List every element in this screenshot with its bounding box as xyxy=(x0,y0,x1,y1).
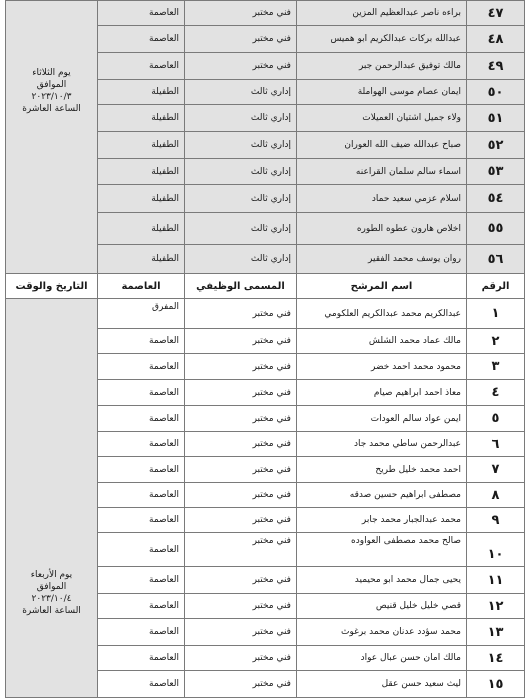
governorate: العاصمة xyxy=(98,329,185,354)
governorate: الطفيلة xyxy=(98,159,185,185)
row-number: ٤٩ xyxy=(467,53,525,80)
interview-time: الساعة العاشرة xyxy=(22,606,81,616)
job-title: فني مختبر xyxy=(185,567,297,594)
row-number: ١١ xyxy=(467,567,525,594)
datetime-cell xyxy=(6,1,98,274)
job-title: فني مختبر xyxy=(185,483,297,508)
candidate-name: مالك امان حسن عبال عواد xyxy=(297,646,467,671)
governorate: العاصمة xyxy=(98,406,185,432)
governorate: العاصمة xyxy=(98,1,185,26)
header-governorate: العاصمة xyxy=(98,274,185,299)
governorate: الطفيلة xyxy=(98,245,185,274)
row-number: ٩ xyxy=(467,508,525,533)
governorate: المفرق xyxy=(98,299,185,329)
table-row xyxy=(6,1,525,26)
job-title: فني مختبر xyxy=(185,299,297,329)
row-number: ١ xyxy=(467,299,525,329)
candidate-name: مالك توفيق عبدالرحمن جبر xyxy=(297,53,467,80)
row-number: ٥٣ xyxy=(467,159,525,185)
job-title: إداري ثالث xyxy=(185,132,297,159)
job-title: إداري ثالث xyxy=(185,80,297,105)
row-number: ٤ xyxy=(467,380,525,406)
interview-date: ٢٠٢٣/١٠/٤ xyxy=(31,594,72,604)
datetime-cell xyxy=(6,299,98,698)
governorate: العاصمة xyxy=(98,432,185,457)
job-title: فني مختبر xyxy=(185,406,297,432)
job-title: إداري ثالث xyxy=(185,185,297,213)
job-title: فني مختبر xyxy=(185,457,297,483)
candidate-name: ليث سعيد حسن عقل xyxy=(297,671,467,698)
header-datetime: التاريخ والوقت xyxy=(6,274,98,299)
table-header-row xyxy=(6,274,525,299)
interview-date: ٢٠٢٣/١٠/٣ xyxy=(31,92,72,102)
governorate: العاصمة xyxy=(98,567,185,594)
governorate: العاصمة xyxy=(98,533,185,567)
job-title: فني مختبر xyxy=(185,594,297,619)
governorate: الطفيلة xyxy=(98,105,185,132)
row-number: ٥٦ xyxy=(467,245,525,274)
interview-day: يوم الأربعاء xyxy=(30,570,73,580)
governorate: العاصمة xyxy=(98,53,185,80)
candidate-name: ولاء جميل اشتيان العميلات xyxy=(297,105,467,132)
governorate: الطفيلة xyxy=(98,80,185,105)
header-candidate-name: اسم المرشح xyxy=(297,274,467,299)
candidate-name: روان يوسف محمد الفقير xyxy=(297,245,467,274)
job-title: فني مختبر xyxy=(185,53,297,80)
candidate-name: ايمان عصام موسى الهواملة xyxy=(297,80,467,105)
row-number: ٦ xyxy=(467,432,525,457)
job-title: فني مختبر xyxy=(185,533,297,567)
row-number: ٥٤ xyxy=(467,185,525,213)
candidate-name: صالح محمد مصطفى العواوده xyxy=(297,533,467,567)
governorate: العاصمة xyxy=(98,26,185,53)
row-number: ١٠ xyxy=(467,533,525,567)
table-row xyxy=(6,299,525,329)
candidate-name: مصطفى ابراهيم حسين صدقه xyxy=(297,483,467,508)
row-number: ٥١ xyxy=(467,105,525,132)
candidate-name: صباح عبدالله ضيف الله العوران xyxy=(297,132,467,159)
row-number: ٥٠ xyxy=(467,80,525,105)
job-title: فني مختبر xyxy=(185,380,297,406)
governorate: العاصمة xyxy=(98,646,185,671)
interview-time: الساعة العاشرة xyxy=(22,104,81,114)
candidate-name: معاذ احمد ابراهيم صيام xyxy=(297,380,467,406)
row-number: ٥٥ xyxy=(467,213,525,245)
row-number: ٤٨ xyxy=(467,26,525,53)
candidate-name: احمد محمد خليل طريح xyxy=(297,457,467,483)
job-title: فني مختبر xyxy=(185,329,297,354)
governorate: الطفيلة xyxy=(98,132,185,159)
candidate-name: محمد عبدالجبار محمد جابر xyxy=(297,508,467,533)
governorate: العاصمة xyxy=(98,457,185,483)
governorate: العاصمة xyxy=(98,671,185,698)
candidate-name: عبدالله بركات عبدالكريم ابو هميس xyxy=(297,26,467,53)
corresponding-label: الموافق xyxy=(36,80,67,90)
candidate-name: براءه ناصر عبدالعظيم المزين xyxy=(297,1,467,26)
interview-day: يوم الثلاثاء xyxy=(32,68,71,78)
job-title: فني مختبر xyxy=(185,26,297,53)
governorate: العاصمة xyxy=(98,483,185,508)
row-number: ١٤ xyxy=(467,646,525,671)
job-title: فني مختبر xyxy=(185,646,297,671)
row-number: ٧ xyxy=(467,457,525,483)
candidate-name: عبدالرحمن ساطي محمد جاد xyxy=(297,432,467,457)
candidate-name: محمود محمد احمد خضر xyxy=(297,354,467,380)
governorate: الطفيلة xyxy=(98,213,185,245)
candidate-name: ايمن عواد سالم العودات xyxy=(297,406,467,432)
candidates-table xyxy=(5,0,525,698)
header-job-title: المسمى الوظيفي xyxy=(185,274,297,299)
row-number: ٨ xyxy=(467,483,525,508)
row-number: ٢ xyxy=(467,329,525,354)
job-title: فني مختبر xyxy=(185,619,297,646)
governorate: الطفيلة xyxy=(98,185,185,213)
candidates-sheet xyxy=(5,0,524,692)
candidate-name: قصي خليل خليل قنيص xyxy=(297,594,467,619)
job-title: إداري ثالث xyxy=(185,245,297,274)
candidate-name: اخلاص هارون عطوه الطوره xyxy=(297,213,467,245)
job-title: إداري ثالث xyxy=(185,105,297,132)
governorate: العاصمة xyxy=(98,594,185,619)
row-number: ٥ xyxy=(467,406,525,432)
corresponding-label: الموافق xyxy=(36,582,67,592)
row-number: ١٥ xyxy=(467,671,525,698)
job-title: فني مختبر xyxy=(185,432,297,457)
job-title: فني مختبر xyxy=(185,354,297,380)
job-title: إداري ثالث xyxy=(185,213,297,245)
governorate: العاصمة xyxy=(98,354,185,380)
row-number: ١٣ xyxy=(467,619,525,646)
governorate: العاصمة xyxy=(98,619,185,646)
governorate: العاصمة xyxy=(98,508,185,533)
candidate-name: اسماء سالم سلمان القراعنه xyxy=(297,159,467,185)
header-number: الرقم xyxy=(467,274,525,299)
job-title: فني مختبر xyxy=(185,508,297,533)
candidate-name: مالك عماد محمد الشلش xyxy=(297,329,467,354)
row-number: ٤٧ xyxy=(467,1,525,26)
governorate: العاصمة xyxy=(98,380,185,406)
candidate-name: محمد سؤدد عدنان محمد برغوث xyxy=(297,619,467,646)
candidate-name: عبدالكريم محمد عبدالكريم العلكومي xyxy=(297,299,467,329)
row-number: ٥٢ xyxy=(467,132,525,159)
row-number: ١٢ xyxy=(467,594,525,619)
candidate-name: اسلام عزمي سعيد حماد xyxy=(297,185,467,213)
job-title: فني مختبر xyxy=(185,671,297,698)
candidate-name: يحيى جمال محمد ابو محيميد xyxy=(297,567,467,594)
job-title: إداري ثالث xyxy=(185,159,297,185)
row-number: ٣ xyxy=(467,354,525,380)
job-title: فني مختبر xyxy=(185,1,297,26)
